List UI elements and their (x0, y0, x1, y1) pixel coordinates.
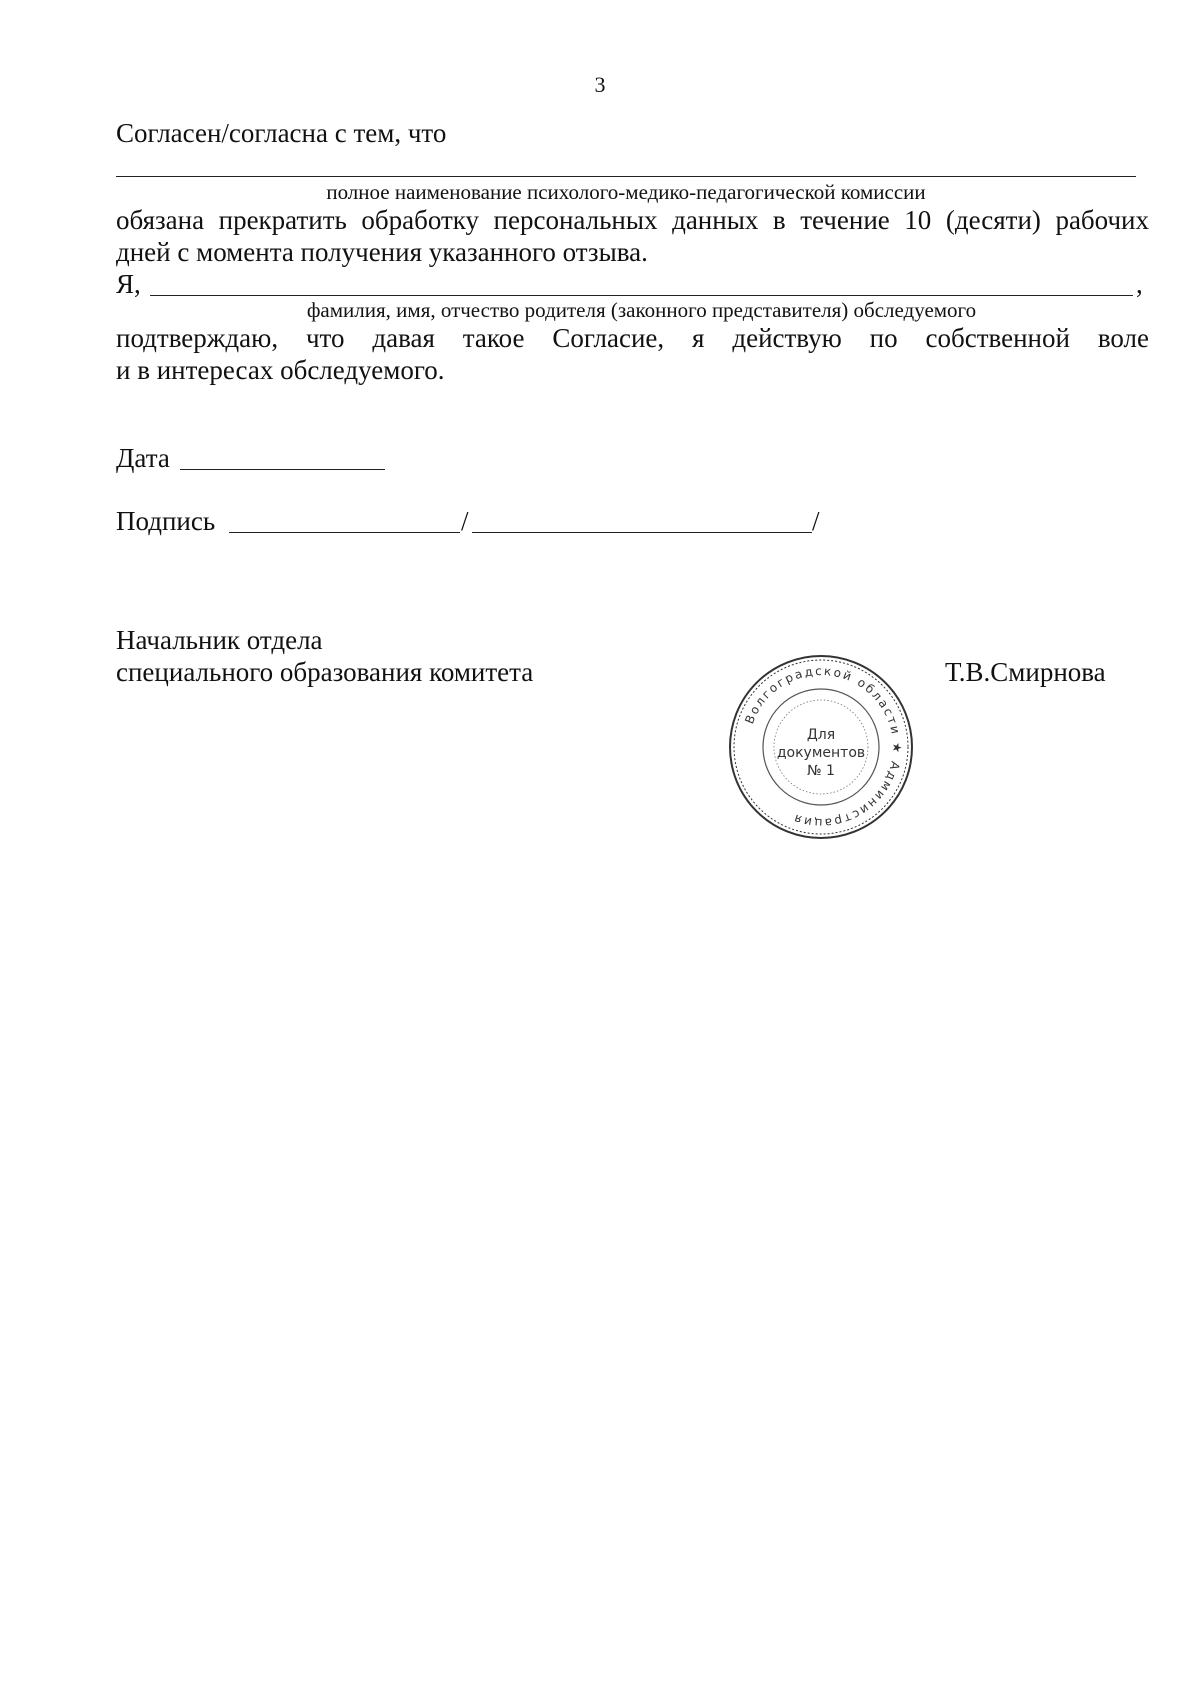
signature-end: / (812, 506, 820, 536)
date-field[interactable] (180, 469, 385, 470)
signature-transcript-field[interactable] (472, 532, 812, 533)
official-seal (727, 653, 915, 841)
signature-separator: / (461, 506, 469, 536)
seal-center-line-3: № 1 (807, 763, 835, 779)
confirm-line-1: подтверждаю, что давая такое Согласие, я действую по собственной воле (116, 323, 1149, 353)
signer-title-line-1: Начальник отдела (116, 625, 323, 655)
page-number: 3 (594, 72, 606, 97)
parent-caption: фамилия, имя, отчество родителя (законного представителя) обследуемого (306, 298, 977, 322)
parent-name-field[interactable] (150, 295, 1133, 296)
obligation-line-1: обязана прекратить обработку персональных данных в течение 10 (десяти) рабочих (116, 205, 1149, 235)
consent-intro: Согласен/согласна с тем, что (116, 118, 447, 148)
signer-title-line-2: специального образования комитета (116, 657, 534, 687)
seal-center-line-1: Для (806, 727, 836, 743)
seal-center-line-2: документов (776, 745, 866, 761)
signature-label: Подпись (116, 506, 216, 536)
seal-ring-text: Волгоградской области ★ Администрация (742, 663, 905, 831)
commission-caption: полное наименование психолого-медико-педагогической комиссии (326, 180, 926, 204)
i-prefix: Я, (116, 269, 141, 299)
signer-name: Т.В.Смирнова (945, 657, 1106, 687)
commission-name-field[interactable] (116, 176, 1136, 177)
i-comma: , (1136, 269, 1143, 299)
signature-field[interactable] (229, 532, 460, 533)
confirm-line-2: и в интересах обследуемого. (116, 355, 445, 385)
obligation-line-2: дней с момента получения указанного отзыва. (116, 237, 648, 267)
date-label: Дата (116, 443, 170, 473)
